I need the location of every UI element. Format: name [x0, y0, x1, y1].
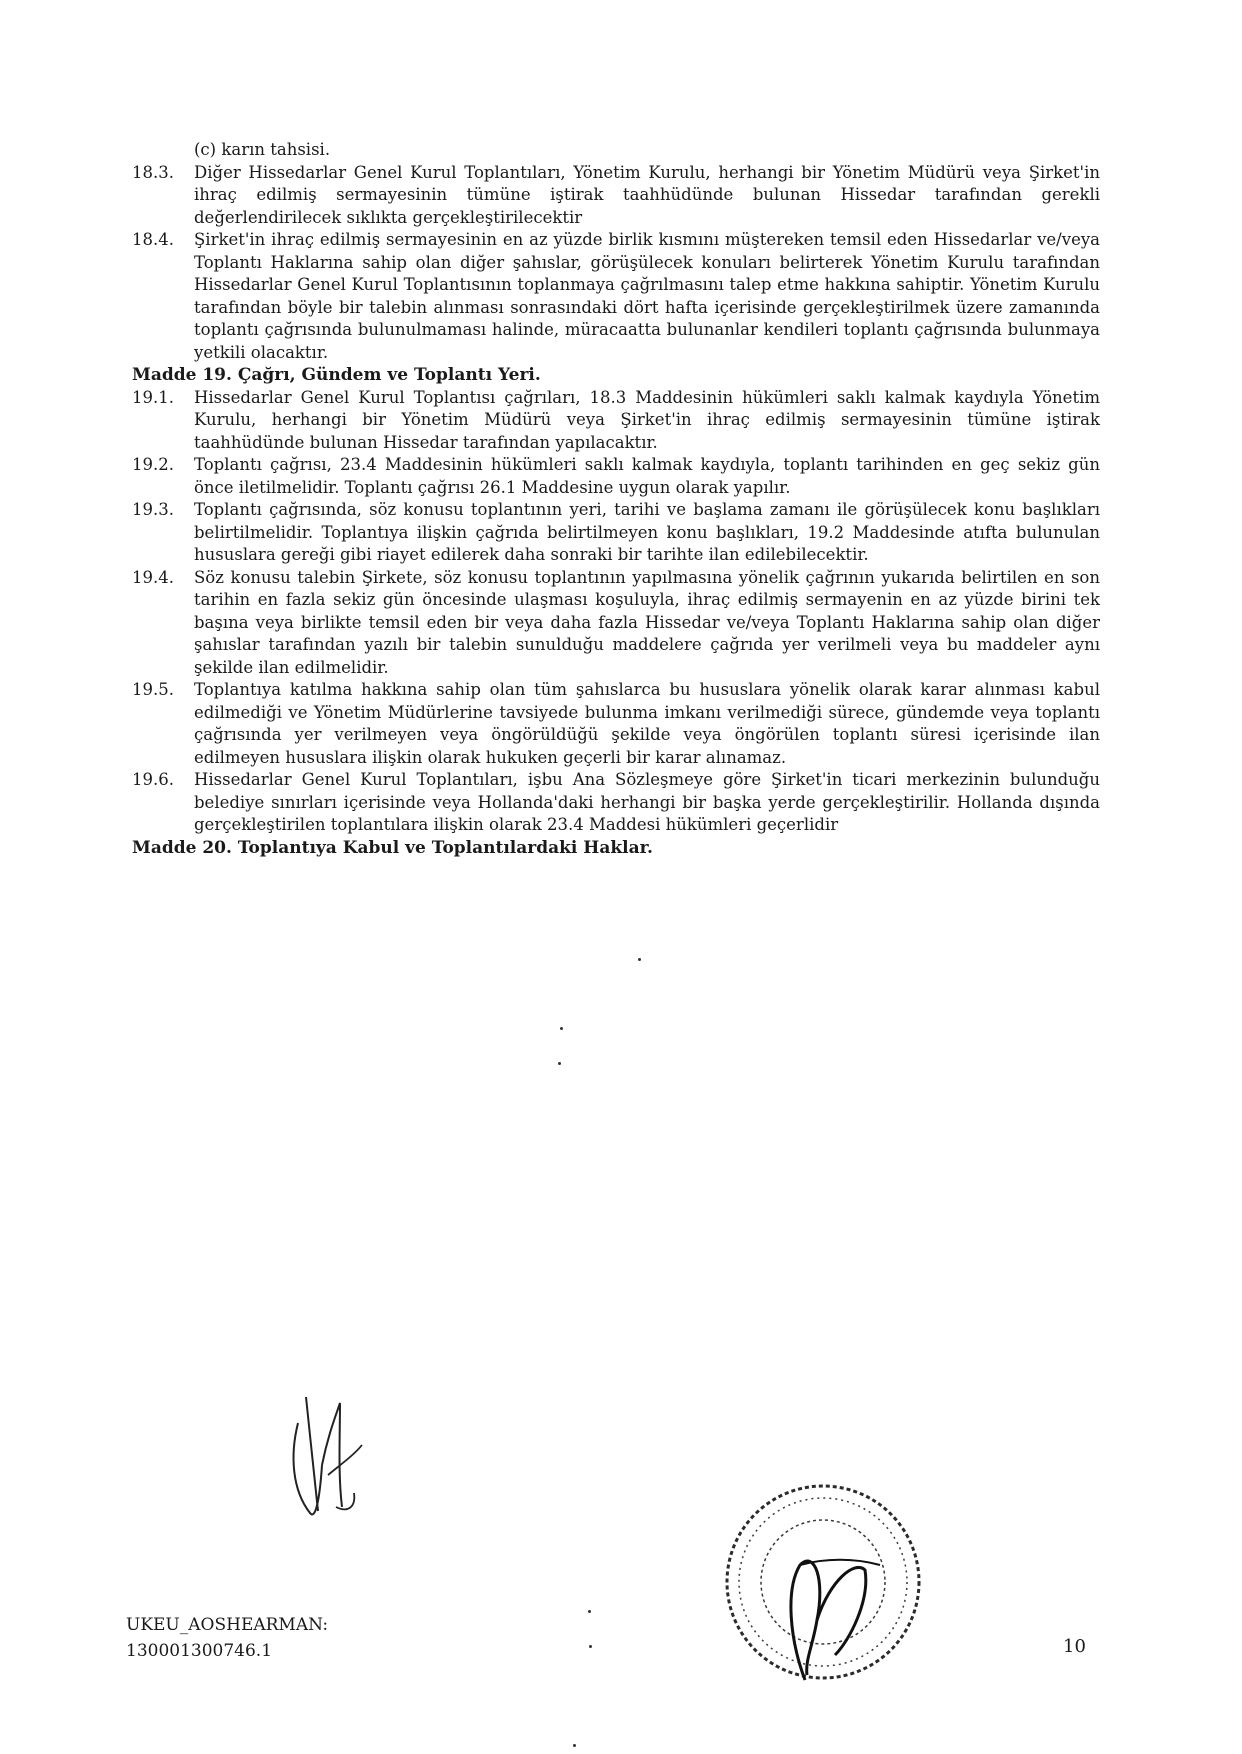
clause-text: Söz konusu talebin Şirkete, söz konusu toplantının yapılmasına yönelik çağrının yukarıda belirtilen en son tarihin en fazla sekiz gün öncesinde ulaşması koşuluyla, ihraç edilmiş sermayenin en az yüzde birini tek başına veya birlikte temsil eden bir veya daha fazla Hissedar ve/veya Toplantı Haklarına sahip olan diğer şahıslar tarafından yazılı bir talebin sunulduğu maddelere çağrıda yer verilmeli veya bu maddeler aynı şekilde ilan edilmelidir.: [194, 567, 1100, 677]
scan-speck: [589, 1645, 592, 1648]
handwritten-initials: [270, 1395, 390, 1525]
clause-text: Toplantı çağrısında, söz konusu toplantının yeri, tarihi ve başlama zamanı ile görüşülecek konu başlıkları belirtilmelidir. Toplantıya ilişkin çağrıda belirtilmeyen konu başlıkları, 19.2 Maddesinde atıfta bulunulan hususlara gereği gibi riayet edilerek daha sonraki bir tarihte ilan edilebilecektir.: [194, 500, 1100, 564]
clause-number: 19.6.: [132, 770, 174, 789]
article-19-heading: Madde 19. Çağrı, Gündem ve Toplantı Yeri.: [132, 365, 541, 385]
scan-speck: [588, 1610, 591, 1613]
scan-speck: [558, 1062, 561, 1065]
clause-text: Şirket'in ihraç edilmiş sermayesinin en az yüzde birlik kısmını müştereken temsil eden Hissedarlar ve/veya Toplantı Haklarına sahip olan diğer şahıslar, görüşülecek konuları belirterek Yönetim Kurulu tarafından Hissedarlar Genel Kurul Toplantısının toplanmaya çağrılmasını talep etme hakkına sahiptir. Yönetim Kurulu tarafından böyle bir talebin alınması sonrasındaki dört hafta içerisinde gerçekleştirilmek üzere zamanında toplantı çağrısında bulunulmaması halinde, müracaatta bulunanlar kendileri toplantı çağrısında bulunmaya yetkili olacaktır.: [194, 230, 1100, 362]
clause-19-1: [132, 387, 1100, 455]
company-seal-stamp: [705, 1470, 945, 1700]
clause-19-2: [132, 454, 1100, 499]
clause-c: (c) karın tahsisi.: [194, 140, 331, 159]
clause-number: 19.5.: [132, 680, 174, 699]
clause-number: 18.3.: [132, 162, 174, 182]
clause-19-5: [132, 679, 1100, 769]
scan-speck: [638, 958, 641, 961]
clause-text: Diğer Hissedarlar Genel Kurul Toplantıları, Yönetim Kurulu, herhangi bir Yönetim Müdürü veya Şirket'in ihraç edilmiş sermayesinin tümüne iştirak taahhüdünde bulunan Hissedar tarafından gerekli değerlendirilecek sıklıkta gerçekleştirilecektir: [194, 162, 1100, 227]
clause-number: 19.2.: [132, 455, 174, 474]
scan-speck: [573, 1744, 576, 1747]
scan-speck: [560, 1027, 563, 1030]
clause-number: 19.1.: [132, 387, 174, 407]
clause-18-3: [132, 162, 1100, 230]
article-20-heading: Madde 20. Toplantıya Kabul ve Toplantılardaki Haklar.: [132, 837, 653, 858]
clause-19-4: [132, 567, 1100, 680]
page-number: 10: [1063, 1636, 1086, 1657]
clause-number: 18.4.: [132, 230, 174, 249]
document-footer: [126, 1612, 328, 1664]
clause-19-6: [132, 769, 1100, 837]
clause-text: Toplantı çağrısı, 23.4 Maddesinin hükümleri saklı kalmak kaydıyla, toplantı tarihinden en geç sekiz gün önce iletilmelidir. Toplantı çağrısı 26.1 Maddesine uygun olarak yapılır.: [194, 455, 1100, 497]
document-body: [132, 139, 1100, 859]
clause-text: Hissedarlar Genel Kurul Toplantıları, işbu Ana Sözleşmeye göre Şirket'in ticari merkezinin bulunduğu belediye sınırları içerisinde veya Hollanda'daki herhangi bir başka yerde gerçekleştirilir. Hollanda dışında gerçekleştirilen toplantılara ilişkin olarak 23.4 Maddesi hükümleri geçerlidir: [194, 770, 1100, 834]
clause-number: 19.3.: [132, 500, 174, 519]
clause-number: 19.4.: [132, 567, 174, 587]
clause-19-3: [132, 499, 1100, 567]
footer-reference-line-2: 130001300746.1: [126, 1641, 273, 1661]
clause-text: Toplantıya katılma hakkına sahip olan tüm şahıslarca bu hususlara yönelik olarak karar alınması kabul edilmediği ve Yönetim Müdürlerine tavsiyede bulunma imkanı verilmediği sürece, gündemde veya toplantı çağrısında yer verilmeyen veya öngörüldüğü şekilde veya öngörülen toplantı süresi içerisinde ilan edilmeyen hususlara ilişkin olarak hukuken geçerli bir karar alınamaz.: [194, 680, 1100, 767]
clause-18-4: [132, 229, 1100, 364]
footer-reference-line-1: UKEU_AOSHEARMAN:: [126, 1615, 329, 1635]
clause-text: Hissedarlar Genel Kurul Toplantısı çağrıları, 18.3 Maddesinin hükümleri saklı kalmak kaydıyla Yönetim Kurulu, herhangi bir Yönetim Müdürü veya Şirket'in ihraç edilmiş sermayesinin tümüne iştirak taahhüdünde bulunan Hissedar tarafından yapılacaktır.: [194, 387, 1100, 452]
